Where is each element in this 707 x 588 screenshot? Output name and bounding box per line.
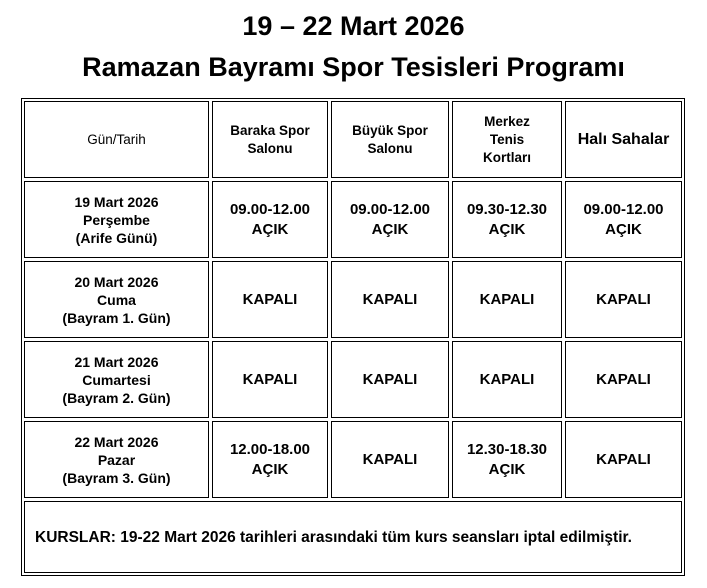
header-cell-hali-saha	[565, 101, 682, 178]
schedule-cell	[565, 261, 682, 338]
note-label: KURSLAR:	[35, 528, 116, 546]
day-weekday: Cumartesi	[82, 371, 151, 388]
day-cell	[24, 261, 209, 338]
schedule-cell	[452, 341, 562, 418]
schedule-cell	[331, 261, 449, 338]
note-text: 19-22 Mart 2026 tarihleri arasındaki tüm kurs seansları iptal edilmiştir.	[120, 528, 632, 546]
schedule-cell	[331, 341, 449, 418]
header-line: Salonu	[247, 140, 293, 156]
hours: 09.00-12.00	[583, 200, 664, 218]
day-cell	[24, 421, 209, 498]
status: KAPALI	[596, 290, 651, 308]
hours: 09.00-12.00	[229, 200, 311, 218]
schedule-cell	[212, 341, 328, 418]
hours: 12.30-18.30	[466, 440, 548, 458]
day-date: 19 Mart 2026	[74, 193, 159, 210]
schedule-cell	[565, 181, 682, 258]
schedule-cell	[452, 261, 562, 338]
day-note: (Arife Günü)	[75, 229, 158, 246]
day-weekday: Perşembe	[83, 211, 150, 228]
status: KAPALI	[596, 450, 651, 468]
day-note: (Bayram 2. Gün)	[62, 389, 171, 406]
schedule-table	[21, 98, 685, 576]
status: AÇIK	[251, 460, 289, 478]
header-line: Gün/Tarih	[87, 131, 146, 147]
day-weekday: Pazar	[97, 451, 136, 468]
day-weekday: Cuma	[97, 291, 136, 308]
schedule-cell	[331, 181, 449, 258]
schedule-cell	[565, 421, 682, 498]
status: KAPALI	[362, 450, 418, 468]
page-title: 19 – 22 Mart 2026	[242, 11, 465, 41]
header-line: Halı Sahalar	[577, 130, 670, 148]
day-date: 21 Mart 2026	[74, 353, 159, 370]
day-cell	[24, 341, 209, 418]
courses-note	[24, 501, 682, 573]
header-cell-baraka	[212, 101, 328, 178]
header-line: Tenis	[489, 131, 525, 147]
day-date: 20 Mart 2026	[74, 273, 159, 290]
day-note: (Bayram 1. Gün)	[62, 309, 171, 326]
status: AÇIK	[371, 220, 409, 238]
day-note: (Bayram 3. Gün)	[62, 469, 171, 486]
header-line: Büyük Spor	[352, 122, 428, 138]
header-cell-day	[24, 101, 209, 178]
hours: 12.00-18.00	[229, 440, 311, 458]
status: KAPALI	[242, 290, 298, 308]
schedule-cell	[212, 261, 328, 338]
status: KAPALI	[596, 370, 651, 388]
status: KAPALI	[242, 370, 298, 388]
header-line: Salonu	[367, 140, 413, 156]
schedule-cell	[331, 421, 449, 498]
status: AÇIK	[605, 220, 642, 238]
status: KAPALI	[479, 370, 535, 388]
hours: 09.00-12.00	[349, 200, 431, 218]
header-line: Kortları	[482, 149, 531, 165]
schedule-cell	[212, 181, 328, 258]
day-date: 22 Mart 2026	[74, 433, 159, 450]
hours: 09.30-12.30	[466, 200, 548, 218]
schedule-cell	[212, 421, 328, 498]
header-line: Baraka Spor	[230, 122, 310, 138]
schedule-cell	[452, 181, 562, 258]
status: KAPALI	[362, 290, 418, 308]
header-line: Merkez	[484, 113, 530, 129]
day-cell	[24, 181, 209, 258]
status: KAPALI	[479, 290, 535, 308]
header-cell-tenis	[452, 101, 562, 178]
status: AÇIK	[251, 220, 289, 238]
status: KAPALI	[362, 370, 418, 388]
status: AÇIK	[488, 460, 526, 478]
schedule-cell	[452, 421, 562, 498]
page-subtitle: Ramazan Bayramı Spor Tesisleri Programı	[82, 52, 625, 82]
status: AÇIK	[488, 220, 526, 238]
header-cell-buyuk	[331, 101, 449, 178]
schedule-cell	[565, 341, 682, 418]
